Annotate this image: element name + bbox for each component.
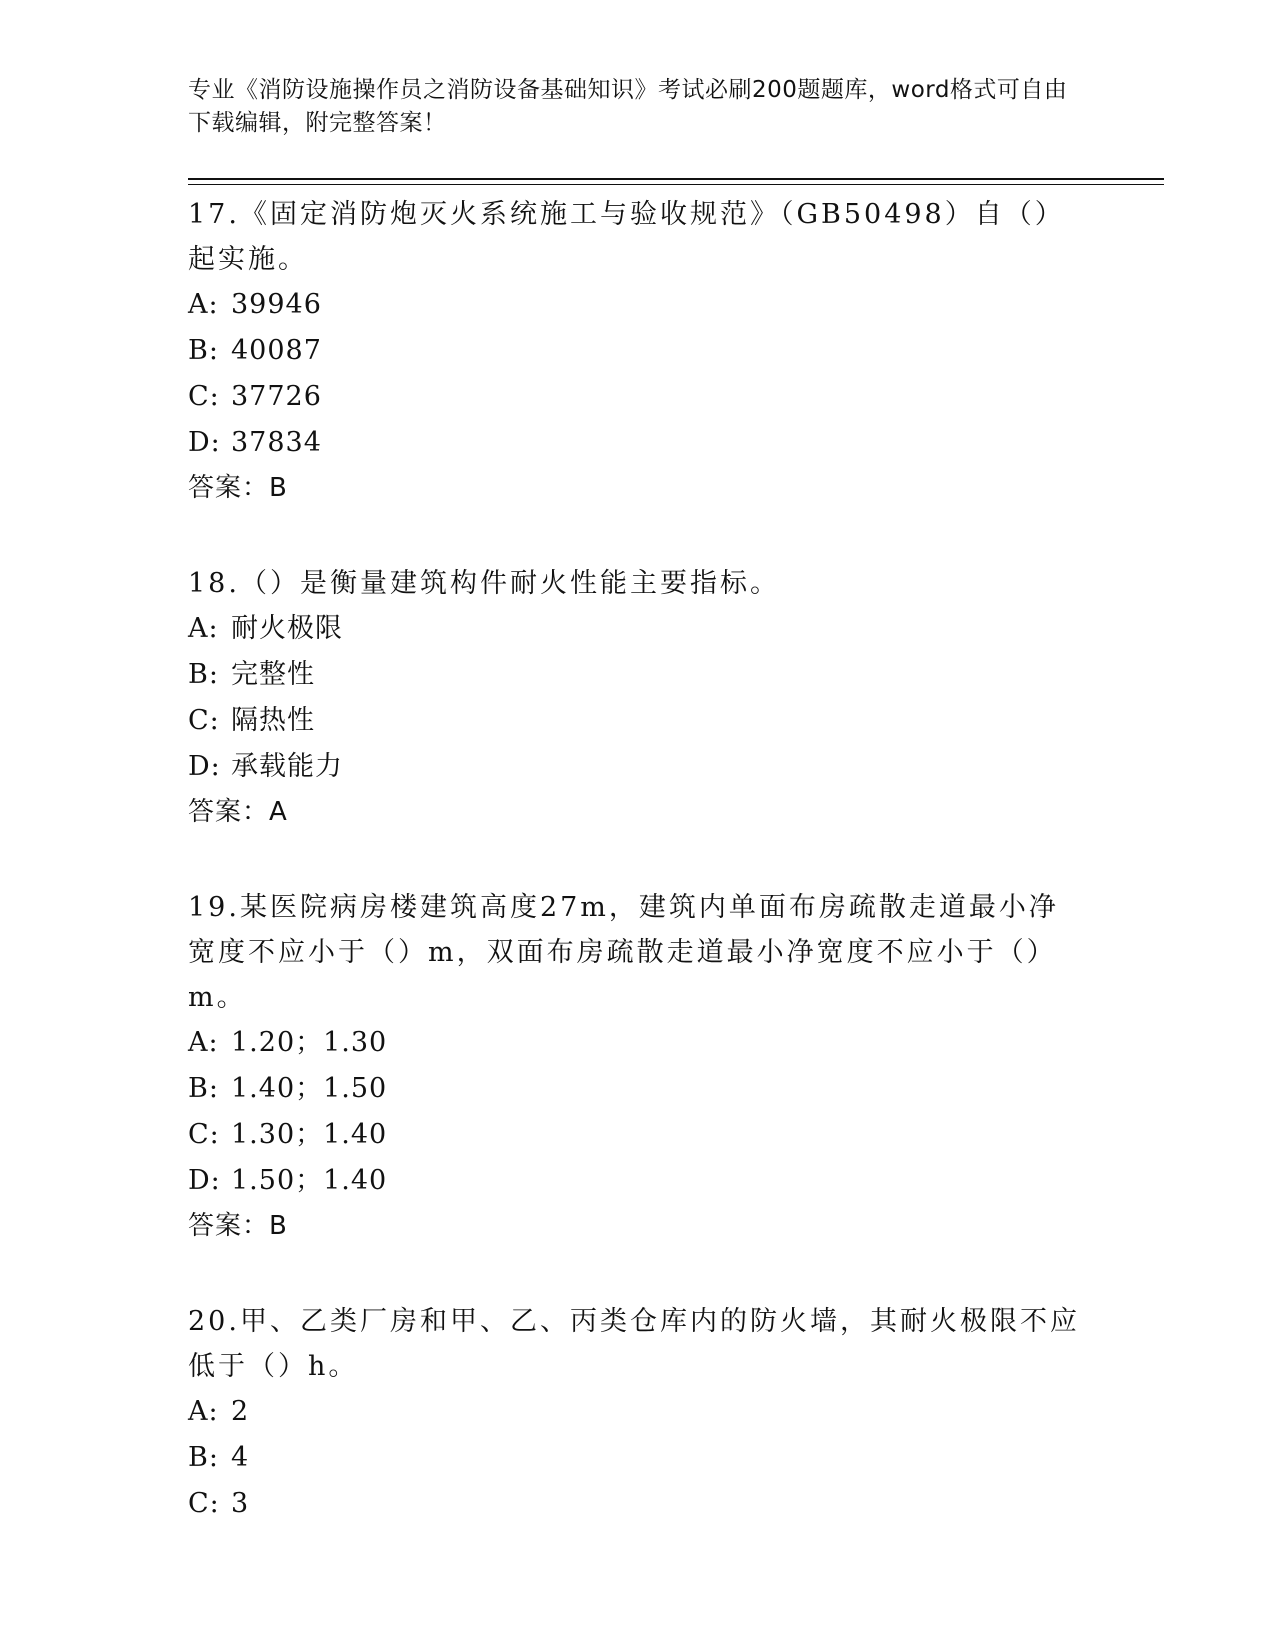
option-a	[188, 1020, 1088, 1066]
header-divider-thick	[188, 178, 1164, 180]
option-text: 37726	[231, 381, 322, 412]
option-b	[188, 328, 1088, 374]
option-c	[188, 1112, 1088, 1158]
option-letter: B:	[188, 1073, 219, 1104]
option-b	[188, 1435, 1088, 1481]
question-19	[188, 881, 1088, 1248]
option-letter: C:	[188, 1119, 220, 1150]
option-b	[188, 652, 1088, 698]
question-list	[188, 188, 1088, 1574]
option-letter: D:	[188, 1165, 221, 1196]
option-text: 1.50；1.40	[231, 1165, 388, 1196]
option-text: 承载能力	[231, 751, 343, 782]
option-text: 隔热性	[231, 705, 315, 736]
option-a	[188, 282, 1088, 328]
option-letter: C:	[188, 1488, 220, 1519]
option-letter: A:	[188, 1396, 219, 1427]
option-text: 4	[231, 1442, 250, 1473]
header-divider-thin	[188, 184, 1164, 185]
question-17	[188, 188, 1088, 510]
answer-label: 答案：A	[188, 797, 288, 827]
option-d	[188, 420, 1088, 466]
option-d	[188, 744, 1088, 790]
option-text: 1.20；1.30	[231, 1027, 388, 1058]
option-text: 37834	[231, 427, 322, 458]
option-text: 1.30；1.40	[231, 1119, 388, 1150]
option-text: 40087	[231, 335, 322, 366]
question-20	[188, 1295, 1088, 1527]
question-text: 19.某医院病房楼建筑高度27m，建筑内单面布房疏散走道最小净宽度不应小于（）m，双面布房疏散走道最小净宽度不应小于（）m。	[188, 892, 1059, 1013]
option-text: 1.40；1.50	[231, 1073, 388, 1104]
option-letter: B:	[188, 335, 219, 366]
option-letter: D:	[188, 751, 221, 782]
option-letter: C:	[188, 705, 220, 736]
option-letter: B:	[188, 659, 219, 690]
option-letter: C:	[188, 381, 220, 412]
option-letter: A:	[188, 1027, 219, 1058]
option-text: 39946	[231, 289, 322, 320]
option-text: 3	[231, 1488, 250, 1519]
question-18	[188, 557, 1088, 834]
option-b	[188, 1066, 1088, 1112]
page-header-title: 专业《消防设施操作员之消防设备基础知识》考试必刷200题题库，word格式可自由下载编辑，附完整答案！	[188, 77, 1068, 136]
option-text: 2	[231, 1396, 250, 1427]
answer-label: 答案：B	[188, 1211, 288, 1241]
option-text: 耐火极限	[231, 613, 343, 644]
question-text: 20.甲、乙类厂房和甲、乙、丙类仓库内的防火墙，其耐火极限不应低于（）h。	[188, 1306, 1080, 1382]
option-c	[188, 698, 1088, 744]
option-text: 完整性	[231, 659, 315, 690]
question-text: 18.（）是衡量建筑构件耐火性能主要指标。	[188, 568, 780, 599]
option-a	[188, 606, 1088, 652]
option-a	[188, 1389, 1088, 1435]
option-letter: B:	[188, 1442, 219, 1473]
option-letter: D:	[188, 427, 221, 458]
option-letter: A:	[188, 613, 219, 644]
option-letter: A:	[188, 289, 219, 320]
option-d	[188, 1158, 1088, 1204]
answer-label: 答案：B	[188, 473, 288, 503]
option-c	[188, 1481, 1088, 1527]
question-text: 17.《固定消防炮灭火系统施工与验收规范》（GB50498）自（）起实施。	[188, 199, 1065, 275]
option-c	[188, 374, 1088, 420]
